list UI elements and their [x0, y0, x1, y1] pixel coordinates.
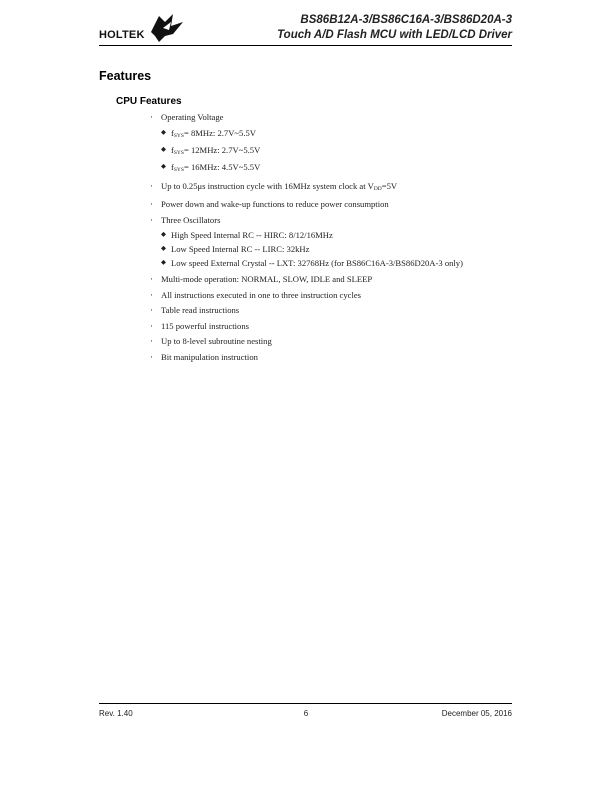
cpu-feature-list — [148, 110, 512, 365]
list-item: · 115 powerful instructions — [148, 319, 512, 335]
list-item: · Three Oscillators — [148, 213, 512, 229]
footer-revision: Rev. 1.40 — [99, 709, 133, 718]
header-divider — [99, 45, 512, 46]
bullet-icon: · — [150, 320, 153, 331]
bullet-icon: · — [150, 289, 153, 300]
diamond-bullet-icon: ◆ — [161, 259, 166, 266]
diamond-bullet-icon: ◆ — [161, 162, 166, 170]
bullet-icon: · — [150, 180, 153, 191]
bullet-icon: · — [150, 274, 153, 284]
list-item: · Up to 8-level subroutine nesting — [148, 334, 512, 350]
diamond-bullet-icon: ◆ — [161, 231, 166, 238]
bullet-icon: · — [150, 336, 153, 346]
list-item: · Operating Voltage — [148, 110, 512, 126]
sub-list-item: ◆ $f_{SYS}= 16MHz$: 4.5V~5.5V — [161, 161, 261, 173]
bullet-icon: · — [150, 351, 153, 362]
bullet-icon: · — [150, 199, 153, 209]
bullet-icon: · — [150, 305, 153, 315]
footer-date: December 05, 2016 — [441, 709, 512, 718]
bullet-icon: · — [150, 112, 153, 122]
footer-divider — [99, 703, 512, 704]
list-item: · Up to 0.25μs instruction cycle with 16MHz system clock at $V_{DD}=5V$ — [148, 179, 512, 198]
holtek-logo — [99, 12, 189, 44]
sub-list-item: ◆ $f_{SYS}= 8MHz$: 2.7V~5.5V — [161, 127, 257, 139]
logo-text: HOLTEK — [99, 29, 145, 41]
list-item: · Table read instructions — [148, 303, 512, 319]
document-header — [277, 13, 512, 43]
diamond-bullet-icon: ◆ — [161, 128, 166, 136]
bullet-icon: · — [150, 214, 153, 225]
subsection-title: CPU Features — [116, 96, 182, 107]
section-title: Features — [99, 69, 152, 83]
sub-list-item: ◆ Low Speed Internal RC -- LIRC: 32kHz — [161, 244, 310, 254]
sub-list-item: ◆ $f_{SYS}= 12MHz$: 2.7V~5.5V — [161, 144, 261, 156]
list-item: · Bit manipulation instruction — [148, 350, 512, 366]
sub-list-item: ◆ High Speed Internal RC -- HIRC: 8/12/16MHz — [161, 230, 333, 240]
header-part-numbers: BS86B12A-3/BS86C16A-3/BS86D20A-3 — [300, 14, 512, 26]
diamond-bullet-icon: ◆ — [161, 245, 166, 252]
diamond-bullet-icon: ◆ — [161, 145, 166, 153]
header-product-title: Touch A/D Flash MCU with LED/LCD Driver — [277, 29, 512, 41]
list-item: · All instructions executed in one to three instruction cycles — [148, 288, 512, 304]
footer-page-number: 6 — [303, 709, 309, 718]
list-item: · Power down and wake-up functions to reduce power consumption — [148, 197, 512, 213]
list-item: · Multi-mode operation: NORMAL, SLOW, IDLE and SLEEP — [148, 272, 512, 288]
sub-list-item: ◆ Low speed External Crystal -- LXT: 32768Hz (for BS86C16A-3/BS86D20A-3 only) — [161, 258, 463, 268]
